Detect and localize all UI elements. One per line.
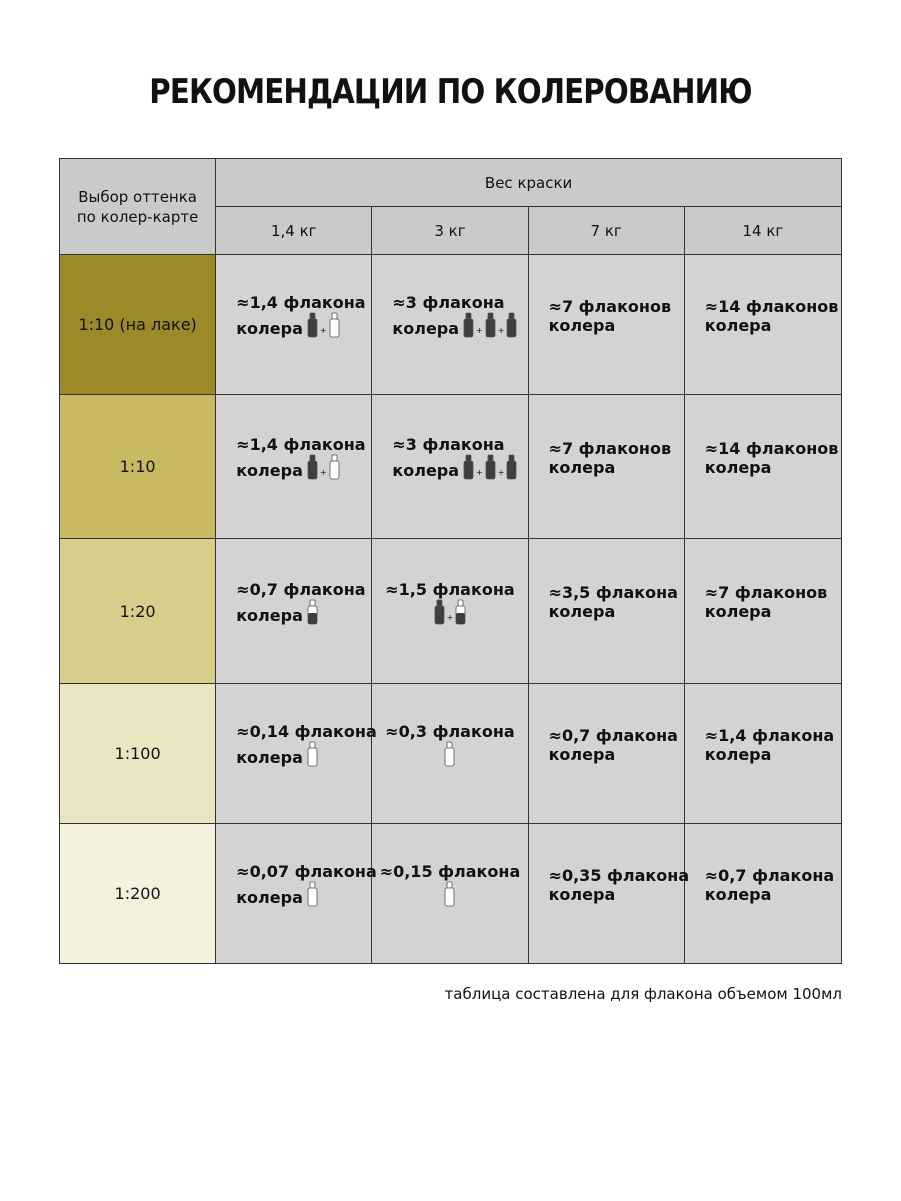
- table-row: [60, 824, 842, 964]
- bottle-icon: [307, 312, 318, 338]
- dosage-amount: ≈0,3 флакона: [385, 722, 515, 741]
- dosage-cell: [684, 255, 841, 395]
- table-row: [60, 395, 842, 539]
- plus-icon: +: [319, 468, 327, 477]
- dosage-unit: колера: [236, 461, 303, 480]
- bottle-icon: [506, 312, 517, 338]
- bottle-icons: [444, 881, 455, 907]
- dosage-amount: ≈7 флаконов: [548, 438, 672, 458]
- dosage-unit: колера: [704, 457, 772, 477]
- plus-icon: +: [476, 468, 483, 477]
- dosage-cell: [684, 684, 841, 824]
- dosage-amount: ≈0,35 флакона: [548, 865, 690, 885]
- dosage-cell: [528, 539, 684, 684]
- table-row: [60, 255, 842, 395]
- dosage-cell: [528, 684, 684, 824]
- dosage-cell: [684, 539, 841, 684]
- dosage-cell: [216, 824, 377, 964]
- dosage-unit: колера: [548, 315, 616, 335]
- bottle-icons: [434, 599, 467, 625]
- bottle-icon: [329, 312, 340, 338]
- dosage-cell: [372, 824, 528, 964]
- bottle-icon: [307, 454, 318, 480]
- bottle-icons: [444, 741, 455, 767]
- dosage-unit: колера: [548, 744, 616, 764]
- weight-header: 3 кг: [372, 207, 528, 255]
- bottle-icon: [463, 454, 474, 480]
- plus-icon: +: [497, 468, 505, 477]
- dosage-unit: колера: [548, 457, 616, 477]
- dosage-amount: ≈3 флакона: [392, 293, 505, 312]
- bottle-icon: [434, 599, 445, 625]
- dosage-amount: ≈7 флаконов: [548, 296, 672, 316]
- dosage-cell: [216, 255, 372, 395]
- bottle-icon: [455, 599, 466, 625]
- plus-icon: +: [497, 326, 505, 335]
- dosage-amount: ≈3,5 флакона: [548, 583, 678, 602]
- shade-cell: 1:10 (на лаке): [60, 255, 216, 395]
- bottle-icon: [307, 741, 318, 767]
- shade-cell: 1:10: [60, 395, 216, 539]
- bottle-icon: [329, 454, 340, 480]
- shade-cell: 1:100: [60, 684, 216, 824]
- plus-icon: +: [319, 326, 327, 335]
- bottle-icons: [307, 881, 318, 907]
- dosage-cell: [372, 395, 528, 539]
- bottle-icon: [444, 881, 455, 907]
- dosage-unit: колера: [704, 884, 772, 904]
- dosage-unit: колера: [704, 315, 772, 335]
- weight-header: 7 кг: [528, 207, 684, 255]
- dosage-unit: колера: [548, 602, 616, 621]
- dosage-cell: [216, 395, 372, 539]
- dosage-unit: колера: [236, 748, 303, 767]
- dosage-cell: [372, 684, 528, 824]
- table-row: [60, 539, 842, 684]
- bottle-icons: [307, 312, 340, 338]
- dosage-amount: ≈0,7 флакона: [548, 725, 678, 745]
- dosage-cell: [372, 539, 528, 684]
- bottle-icons: [307, 741, 318, 767]
- dosage-amount: ≈7 флаконов: [704, 583, 828, 602]
- dosage-cell: [528, 824, 690, 964]
- dosage-cell: [528, 395, 684, 539]
- dosage-amount: ≈1,4 флакона: [236, 293, 366, 312]
- bottle-icon: [307, 599, 318, 625]
- dosage-cell: [216, 684, 377, 824]
- dosage-unit: колера: [392, 319, 460, 338]
- footnote: таблица составлена для флакона объемом 100мл: [444, 985, 842, 1003]
- bottle-icons: [463, 312, 517, 338]
- dosage-amount: ≈14 флаконов: [704, 296, 839, 316]
- bottle-icons: [307, 599, 318, 625]
- plus-icon: +: [446, 612, 454, 622]
- dosage-unit: колера: [236, 888, 303, 907]
- bottle-icon: [485, 454, 496, 480]
- dosage-unit: колера: [704, 744, 772, 764]
- dosage-cell: [684, 824, 841, 964]
- table-row: [60, 684, 842, 824]
- dosage-amount: ≈0,15 флакона: [379, 862, 521, 881]
- dosage-amount: ≈0,7 флакона: [704, 865, 835, 885]
- bottle-icon: [485, 312, 496, 338]
- dosage-amount: ≈0,7 флакона: [236, 579, 366, 599]
- shade-cell: 1:20: [60, 539, 216, 684]
- dosage-amount: ≈14 флаконов: [704, 438, 839, 458]
- dosage-amount: ≈1,5 флакона: [385, 579, 515, 599]
- bottle-icon: [307, 881, 318, 907]
- dosage-cell: [216, 539, 372, 684]
- dosage-unit: колера: [704, 602, 772, 621]
- dosage-unit: колера: [548, 884, 616, 904]
- bottle-icon: [444, 741, 455, 767]
- bottle-icon: [463, 312, 474, 338]
- weight-group-header: Вес краски: [216, 159, 842, 207]
- dosage-unit: колера: [392, 461, 460, 480]
- bottle-icons: [463, 454, 517, 480]
- dosage-unit: колера: [236, 319, 303, 338]
- dosage-amount: ≈3 флакона: [392, 435, 505, 454]
- dosage-unit: колера: [236, 605, 303, 625]
- weight-header: 1,4 кг: [216, 207, 372, 255]
- shade-cell: 1:200: [60, 824, 216, 964]
- shade-column-header: Выбор оттенка по колер-карте: [60, 159, 216, 255]
- plus-icon: +: [476, 326, 483, 335]
- tinting-table: [59, 158, 842, 964]
- dosage-amount: ≈1,4 флакона: [704, 725, 835, 745]
- dosage-cell: [372, 255, 528, 395]
- dosage-amount: ≈0,14 флакона: [236, 722, 377, 741]
- bottle-icon: [506, 454, 517, 480]
- page-title: РЕКОМЕНДАЦИИ ПО КОЛЕРОВАНИЮ: [149, 72, 752, 112]
- dosage-amount: ≈1,4 флакона: [236, 435, 366, 454]
- dosage-cell: [528, 255, 684, 395]
- dosage-cell: [684, 395, 841, 539]
- weight-header: 14 кг: [684, 207, 841, 255]
- bottle-icons: [307, 454, 340, 480]
- dosage-amount: ≈0,07 флакона: [236, 862, 377, 881]
